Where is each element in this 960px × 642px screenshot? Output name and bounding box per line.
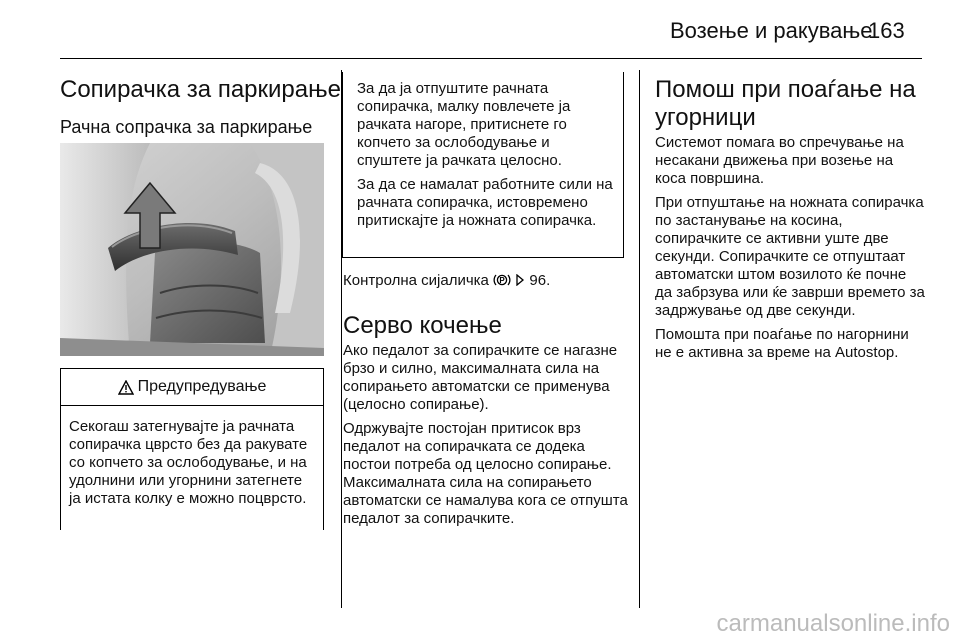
handbrake-illustration — [60, 143, 324, 356]
release-instructions-box — [342, 72, 624, 258]
warning-header — [61, 369, 323, 406]
page-number: 163 — [868, 18, 905, 43]
servo-brake-paragraph-2: Одржувајте постојан притисок врз педалот на сопирачката се додека постои потреба од целосно сопирање. Максималната сила на сопирањето автоматски се намалува кога се отпушта педалот за сопирачките. — [343, 420, 628, 527]
servo-brake-paragraph-1: Ако педалот за сопирачките се нагазне брзо и силно, максималната сила на сопирањето автоматски се применува (целосно сопирање). — [343, 342, 618, 413]
warning-triangle-icon — [118, 380, 134, 395]
force-reduction-instruction: За да се намалат работните сили на рачната сопирачка, истовремено притискајте ја ножната сопирачка. — [357, 176, 613, 229]
subheading-hand-brake: Рачна сопрачка за паркирање — [60, 117, 313, 137]
servo-brake-text — [343, 342, 635, 534]
header-rule — [60, 58, 922, 59]
control-light-label: Контролна сијаличка — [343, 272, 489, 289]
svg-text:P: P — [499, 276, 505, 285]
section-heading-hill-start-line2: угорници — [655, 104, 756, 131]
warning-text: Секогаш затегнувајте ја рачната сопирачка цврсто без да ракувате со копчето за ослободување, и на удолнини или угорнини затегнете ја истата колку е можно поцврсто. — [69, 418, 308, 507]
release-instruction: За да ја отпуштите рачната сопирачка, малку повлечете ја рачката нагоре, притиснете го копчето за ослободување и спуштете ја рачката целосно. — [357, 80, 571, 169]
page-reference-icon — [515, 274, 525, 286]
parking-brake-warning-icon — [493, 273, 511, 287]
hill-start-paragraph-3: Помошта при поаѓање по нагорнини не е активна за време на Autostop. — [655, 326, 909, 361]
column-divider-right — [639, 70, 640, 608]
section-heading-hill-start-line1: Помош при поаѓање на — [655, 76, 916, 103]
hill-start-paragraph-2: При отпуштање на ножната сопирачка по застанување на косина, сопирачките се активни уште две секунди. Сопирачките се отпуштаат автоматски штом возилото ќе почне да забрзува или ќе заврши времето за задржување од две секунди. — [655, 194, 925, 319]
section-heading-parking-brake: Сопирачка за паркирање — [60, 76, 341, 103]
warning-box — [60, 368, 324, 530]
running-header: Возење и ракување — [670, 18, 873, 43]
control-light-reference — [343, 272, 633, 290]
control-light-page-ref: 96. — [529, 272, 551, 289]
warning-title: Предупредување — [137, 378, 267, 395]
watermark: carmanualsonline.info — [716, 610, 950, 637]
section-heading-servo-brake: Серво кочење — [343, 312, 502, 339]
hill-start-paragraph-1: Системот помага во спречување на несакани движења при возење на коса површина. — [655, 134, 904, 187]
hill-start-text — [655, 134, 927, 368]
